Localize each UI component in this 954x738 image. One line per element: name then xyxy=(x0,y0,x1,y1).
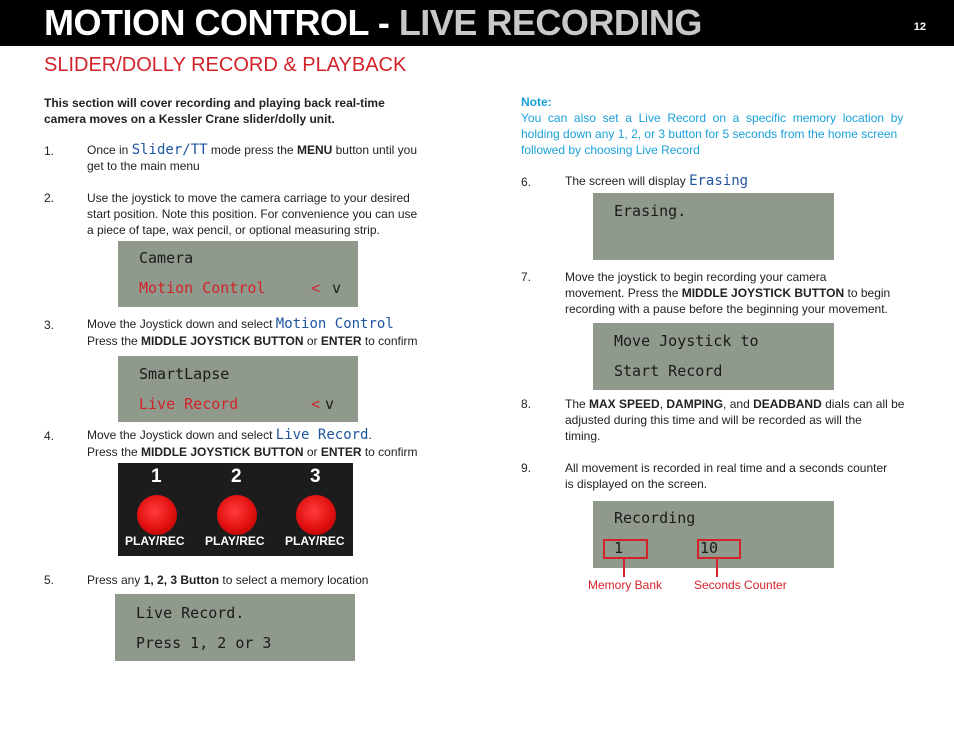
step-2-line-2: start position. Note this position. For convenience you can use xyxy=(87,207,418,221)
button-1-number: 1 xyxy=(151,466,162,487)
button-1-label: PLAY/REC xyxy=(125,534,185,548)
step-7-line-3: recording with a pause before the beginning your movement. xyxy=(565,302,888,316)
step-8-number: 8. xyxy=(521,397,532,411)
step-7-line-1: Move the joystick to begin recording your camera xyxy=(565,270,827,284)
seconds-counter-callout: Seconds Counter xyxy=(694,578,787,592)
selection-arrow: < xyxy=(311,279,321,297)
button-3-number: 3 xyxy=(310,466,321,487)
lcd-screen-smartlapse: SmartLapse Live Record < v xyxy=(118,356,358,422)
step-4-line-1: Move the Joystick down and select Live Record. xyxy=(87,427,372,443)
step-3-number: 3. xyxy=(44,318,55,332)
intro-line-1: This section will cover recording and playing back real-time xyxy=(44,96,385,110)
page-header xyxy=(0,0,954,46)
step-1-line-2: get to the main menu xyxy=(87,159,200,173)
note-label: Note: xyxy=(521,95,552,109)
selection-arrow: < xyxy=(311,395,321,413)
step-6-number: 6. xyxy=(521,175,532,189)
step-4-line-2: Press the MIDDLE JOYSTICK BUTTON or ENTER to confirm xyxy=(87,445,418,459)
lcd-screen-move-joystick: Move Joystick to Start Record xyxy=(593,323,834,390)
memory-bank-value: 1 xyxy=(614,539,624,557)
seconds-counter-pointer xyxy=(716,557,718,577)
seconds-counter-value: 10 xyxy=(700,539,719,557)
step-3-line-2: Press the MIDDLE JOYSTICK BUTTON or ENTER to confirm xyxy=(87,334,418,348)
step-2-line-1: Use the joystick to move the camera carriage to your desired xyxy=(87,191,410,205)
memory-bank-callout: Memory Bank xyxy=(588,578,663,592)
lcd-word: Slider/TT xyxy=(131,142,208,158)
button-2-number: 2 xyxy=(231,466,242,487)
seconds-counter-highlight xyxy=(697,539,741,559)
button-3-label: PLAY/REC xyxy=(285,534,345,548)
note-line-3: followed by choosing Live Record xyxy=(521,143,700,157)
step-9-line-1: All movement is recorded in real time and a seconds counter xyxy=(565,461,888,475)
page-number: 12 xyxy=(913,21,926,33)
lcd-screen-recording: Recording 1 10 xyxy=(593,501,834,568)
intro-line-2: camera moves on a Kessler Crane slider/dolly unit. xyxy=(44,112,335,126)
note-line-1: You can also set a Live Record on a specific memory location by xyxy=(521,111,904,125)
memory-bank-highlight xyxy=(603,539,648,559)
down-indicator: v xyxy=(325,395,335,413)
lcd-word: Live Record xyxy=(275,427,369,443)
lcd-word: Motion Control xyxy=(275,316,394,332)
step-4-number: 4. xyxy=(44,429,55,443)
step-9-number: 9. xyxy=(521,461,532,475)
step-5-number: 5. xyxy=(44,573,55,587)
step-2-number: 2. xyxy=(44,191,55,205)
step-7-line-2: movement. Press the MIDDLE JOYSTICK BUTTON to begin xyxy=(565,286,891,300)
play-rec-button-1[interactable] xyxy=(137,495,177,535)
step-7-number: 7. xyxy=(521,270,532,284)
step-8-line-3: timing. xyxy=(565,429,601,443)
play-rec-button-panel xyxy=(118,463,353,556)
down-indicator: v xyxy=(332,279,342,297)
step-6-line-1: The screen will display Erasing xyxy=(565,173,749,189)
note-line-2: holding down any 1, 2, or 3 button for 5 seconds from the home screen xyxy=(521,127,898,141)
lcd-word: Erasing xyxy=(689,173,749,189)
step-8-line-2: adjusted during this time and will be recorded as will the xyxy=(565,413,862,427)
page-title: MOTION CONTROL - LIVE RECORDING xyxy=(44,2,702,43)
button-2-label: PLAY/REC xyxy=(205,534,265,548)
step-5-line-1: Press any 1, 2, 3 Button to select a memory location xyxy=(87,573,369,587)
step-3-line-1: Move the Joystick down and select Motion Control xyxy=(87,316,394,332)
section-title: SLIDER/DOLLY RECORD & PLAYBACK xyxy=(44,54,407,76)
step-1-line-1: Once in Slider/TT mode press the MENU button until you xyxy=(87,142,418,158)
play-rec-button-2[interactable] xyxy=(217,495,257,535)
step-1-number: 1. xyxy=(44,144,55,158)
step-9-line-2: is displayed on the screen. xyxy=(565,477,708,491)
step-8-line-1: The MAX SPEED, DAMPING, and DEADBAND dials can all be xyxy=(565,397,905,411)
lcd-screen-live-record: Live Record. Press 1, 2 or 3 xyxy=(115,594,355,661)
lcd-screen-erasing: Erasing. xyxy=(593,193,834,260)
play-rec-button-3[interactable] xyxy=(296,495,336,535)
memory-bank-pointer xyxy=(623,557,625,577)
lcd-screen-camera: Camera Motion Control < v xyxy=(118,241,358,307)
step-2-line-3: a piece of tape, wax pencil, or optional measuring strip. xyxy=(87,223,380,237)
